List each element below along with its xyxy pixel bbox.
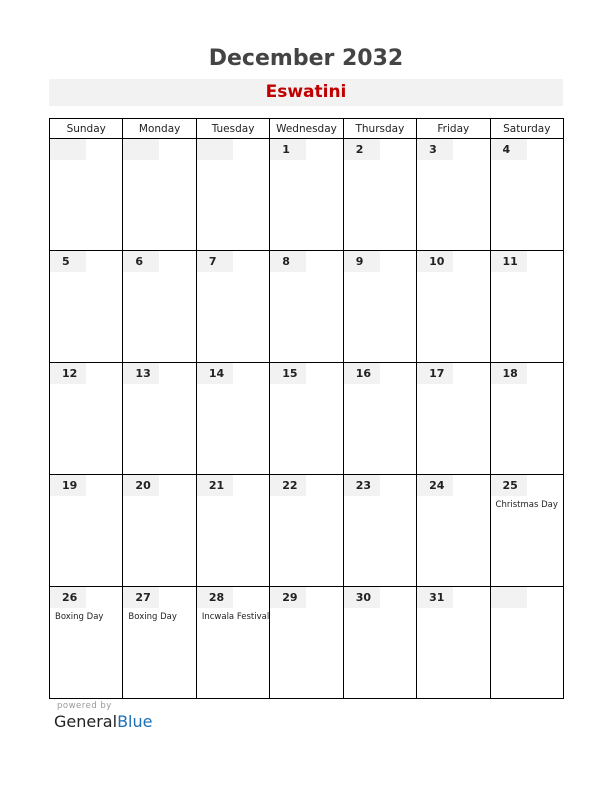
- day-cell: [343, 475, 416, 587]
- day-cell: [50, 363, 123, 475]
- day-cell: [123, 139, 196, 251]
- day-number: 16: [344, 363, 380, 384]
- day-number: 28: [197, 587, 233, 608]
- day-number: 2: [344, 139, 380, 160]
- day-number: 14: [197, 363, 233, 384]
- calendar-title: December 2032: [208, 46, 404, 71]
- day-cell: [196, 139, 269, 251]
- day-cell: [417, 139, 490, 251]
- day-cell: [490, 587, 563, 699]
- holiday-label: Boxing Day: [55, 612, 104, 622]
- weekday-header: Thursday: [343, 119, 416, 139]
- day-number: 18: [491, 363, 527, 384]
- day-number: 24: [417, 475, 453, 496]
- day-number: 8: [270, 251, 306, 272]
- day-cell: [343, 363, 416, 475]
- day-number: 3: [417, 139, 453, 160]
- brand-blue: Blue: [117, 712, 153, 731]
- day-cell: [50, 475, 123, 587]
- day-cell: [196, 587, 269, 699]
- day-number: 6: [123, 251, 159, 272]
- weekday-header: Wednesday: [270, 119, 343, 139]
- week-row: [50, 475, 564, 587]
- day-cell: [417, 363, 490, 475]
- day-number: [491, 587, 527, 608]
- day-number: 9: [344, 251, 380, 272]
- day-cell: [196, 251, 269, 363]
- day-cell: [343, 587, 416, 699]
- day-cell: [490, 475, 563, 587]
- day-cell: [490, 139, 563, 251]
- week-row: [50, 587, 564, 699]
- day-number: 31: [417, 587, 453, 608]
- day-number: 17: [417, 363, 453, 384]
- day-cell: [417, 475, 490, 587]
- day-number: [123, 139, 159, 160]
- day-cell: [343, 251, 416, 363]
- day-number: 11: [491, 251, 527, 272]
- day-cell: [270, 251, 343, 363]
- day-number: 7: [197, 251, 233, 272]
- holiday-label: Boxing Day: [128, 612, 177, 622]
- day-number: 26: [50, 587, 86, 608]
- country-name: Eswatini: [49, 79, 563, 106]
- day-number: 30: [344, 587, 380, 608]
- day-number: 21: [197, 475, 233, 496]
- day-cell: [123, 251, 196, 363]
- day-number: 27: [123, 587, 159, 608]
- day-cell: [50, 587, 123, 699]
- day-number: [50, 139, 86, 160]
- day-number: 19: [50, 475, 86, 496]
- day-cell: [123, 475, 196, 587]
- day-cell: [123, 363, 196, 475]
- day-number: 15: [270, 363, 306, 384]
- day-number: 5: [50, 251, 86, 272]
- day-cell: [196, 363, 269, 475]
- powered-by-text: powered by: [57, 701, 112, 711]
- weekday-header: Sunday: [50, 119, 123, 139]
- day-number: [197, 139, 233, 160]
- day-number: 22: [270, 475, 306, 496]
- day-cell: [270, 363, 343, 475]
- day-number: 25: [491, 475, 527, 496]
- day-cell: [270, 139, 343, 251]
- week-row: [50, 251, 564, 363]
- day-number: 29: [270, 587, 306, 608]
- generalblue-logo[interactable]: [54, 712, 152, 731]
- calendar-grid: [49, 118, 564, 699]
- day-cell: [417, 251, 490, 363]
- day-cell: [50, 251, 123, 363]
- day-number: 12: [50, 363, 86, 384]
- day-cell: [270, 587, 343, 699]
- brand-general: General: [54, 712, 118, 731]
- day-number: 1: [270, 139, 306, 160]
- day-cell: [490, 363, 563, 475]
- day-cell: [343, 139, 416, 251]
- day-cell: [50, 139, 123, 251]
- holiday-label: Incwala Festival: [201, 612, 270, 622]
- weekday-header: Tuesday: [196, 119, 269, 139]
- day-cell: [417, 587, 490, 699]
- weekday-header: Friday: [417, 119, 490, 139]
- day-number: 23: [344, 475, 380, 496]
- day-cell: [123, 587, 196, 699]
- weekday-header: Monday: [123, 119, 196, 139]
- day-number: 20: [123, 475, 159, 496]
- day-cell: [270, 475, 343, 587]
- weekday-header: Saturday: [490, 119, 563, 139]
- day-cell: [196, 475, 269, 587]
- weekday-header-row: [50, 119, 564, 139]
- day-cell: [490, 251, 563, 363]
- holiday-label: Christmas Day: [495, 500, 558, 510]
- week-row: [50, 139, 564, 251]
- day-number: 4: [491, 139, 527, 160]
- day-number: 13: [123, 363, 159, 384]
- week-row: [50, 363, 564, 475]
- day-number: 10: [417, 251, 453, 272]
